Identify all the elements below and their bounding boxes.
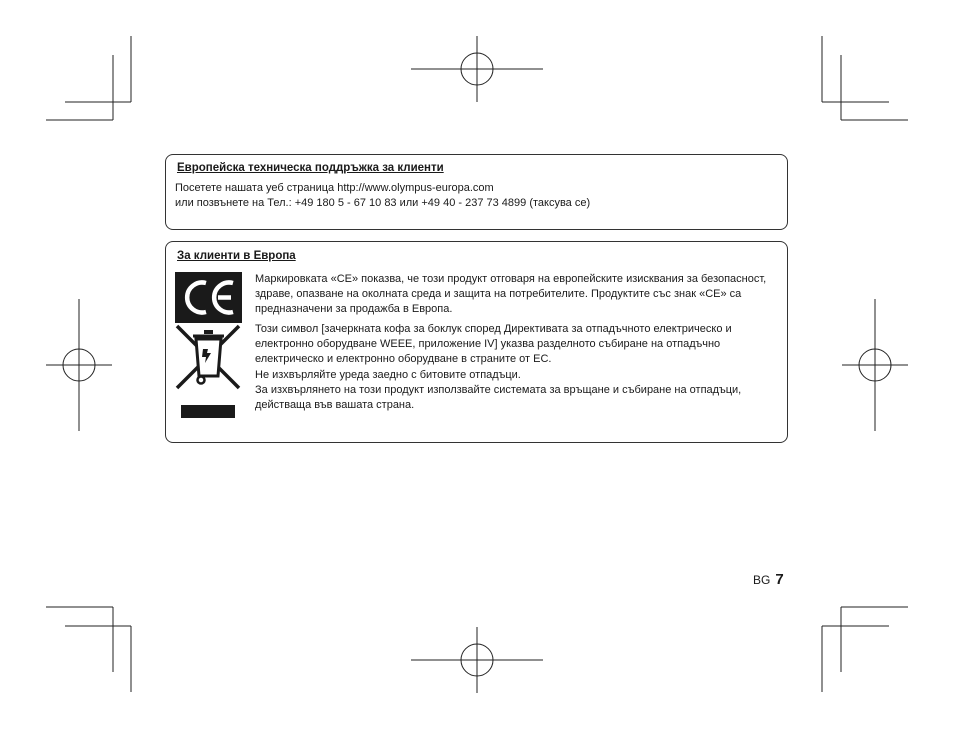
page-number [753, 571, 784, 589]
ce-description: Маркировката «CE» показва, че този продукт отговаря на европейските изисквания за безопасност, здраве, опазване на околната среда и защита на потребителите. Продуктите със знак «CE» са предназначени за продажба в Европа. [255, 273, 767, 316]
weee-bar [181, 405, 235, 418]
european-support-box [165, 154, 788, 230]
europe-box-title: За клиенти в Европа [177, 250, 296, 262]
weee-text-2: Не изхвърляйте уреда заедно с битовите отпадъци. [255, 368, 521, 381]
support-phone-line: или позвънете на Тел.: +49 180 5 - 67 10 83 или +49 40 - 237 73 4899 (таксува се) [175, 197, 591, 209]
page-number-value: 7 [775, 571, 784, 588]
support-website-line: Посетете нашата уеб страница http://www.olympus-europa.com [175, 182, 494, 194]
support-box-title: Европейска техническа поддръжка за клиенти [177, 162, 444, 174]
page-language: BG [753, 573, 771, 587]
weee-text-3: За изхвърлянето на този продукт използвайте системата за връщане и събиране на отпадъци, действаща във вашата страна. [255, 383, 742, 412]
ce-mark-icon [175, 272, 242, 323]
europe-customers-box [165, 241, 788, 443]
weee-text-1: Този символ [зачеркната кофа за боклук според Директивата за отпадъчното електрическо и електронно оборудване WEEE, приложение IV] указва разделното събиране на отпадъчно електрическо и електронно оборудване в страните от ЕС. [255, 323, 732, 366]
crossed-out-bin-icon [174, 324, 242, 390]
weee-description [255, 322, 783, 413]
